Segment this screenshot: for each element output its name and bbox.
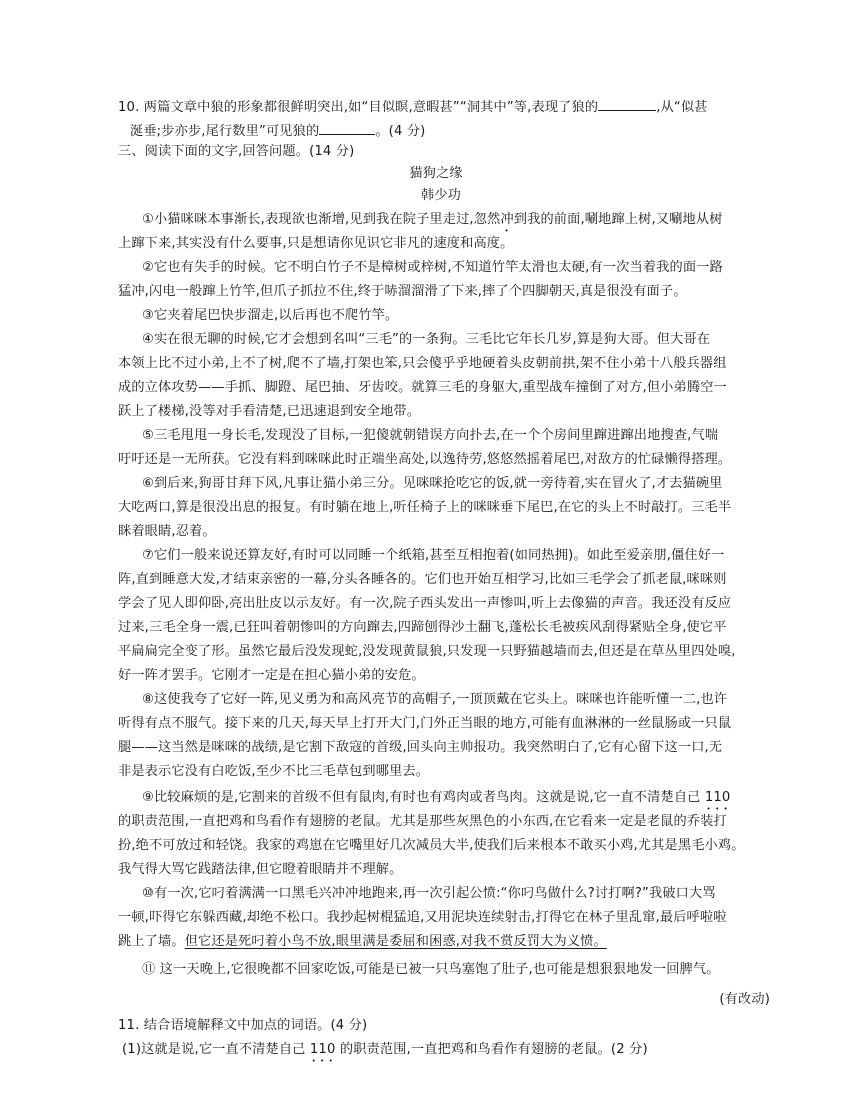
- para-7-line-3: 学会了见人即仰卧,亮出肚皮以示友好。有一次,院子西头发出一声惨叫,听上去像猫的声音。我还没有反应: [118, 596, 732, 611]
- para-8-line-2: 听得有点不服气。接下来的几天,每天早上打开大门,门外正当眼的地方,可能有血淋淋的一丝鼠肠或一只鼠: [118, 716, 732, 731]
- article-title: [0, 164, 860, 184]
- source-note: (有改动): [719, 992, 770, 1007]
- dotted-word-110: 110: [704, 790, 731, 805]
- para-2-line-1: ②它也有失手的时候。它不明白竹子不是樟树或梓树,不知道竹竿太滑也太硬,有一次当着我的面一路: [142, 260, 723, 275]
- para-7-line-4: 过来,三毛全身一震,已狂叫着朝惨叫的方向蹿去,四蹄刨得沙土翻飞,蓬松长毛被疾风刮得紧贴全身,使它平: [118, 620, 727, 635]
- para-6-line-3: 眯着眼睛,忍着。: [118, 524, 216, 539]
- para-9-line-1: [142, 788, 730, 813]
- q11-sub-1-text-a: (1)这就是说,它一直不清楚自己: [122, 1042, 310, 1057]
- para-9-text-a: ⑨比较麻烦的是,它割来的首级不但有鼠肉,有时也有鸡肉或者鸟肉。这就是说,它一直不清楚自己: [142, 790, 705, 805]
- para-5-line-2: 吁吁还是一无所获。它没有料到咪咪此时正端坐高处,以逸待劳,悠悠然摇着尾巴,对敌方的忙碌懒得搭理。: [118, 452, 732, 467]
- article-author: [0, 186, 860, 206]
- para-7-line-1: ⑦它们一般来说还算友好,有时可以同睡一个纸箱,甚至互相抱着(如同热拥)。如此至爱亲朋,僵住好一: [142, 548, 725, 563]
- para-4-line-4: 跃上了楼梯,没等对手看清楚,已迅速退到安全地带。: [118, 404, 421, 419]
- q11-sub-1-text-b: 的职责范围,一直把鸡和鸟看作有翅膀的老鼠。(2 分): [335, 1042, 648, 1057]
- para-9-line-2: 的职责范围,一直把鸡和鸟看作有翅膀的老鼠。尤其是那些灰黑色的小东西,在它看来一定是老鼠的乔装打: [118, 814, 727, 829]
- para-10-text-a: 跳上了墙。: [118, 934, 185, 949]
- para-10-line-2: 一顿,吓得它东躲西藏,却绝不松口。我抄起树棍猛追,又用泥块连续射击,打得它在林子里乱窜,最后呼啦啦: [118, 910, 727, 925]
- section-3-heading: 三、阅读下面的文字,回答问题。(14 分): [118, 144, 355, 159]
- para-1-line-1: [142, 210, 723, 235]
- para-6-line-1: ⑥到后来,狗哥甘拜下风,凡事让猫小弟三分。见咪咪抢吃它的饭,就一旁待着,实在冒火了,才去猫碗里: [142, 476, 723, 491]
- dotted-word-chong: 冲: [500, 212, 514, 227]
- para-7-line-2: 阵,直到睡意大发,才结束亲密的一幕,分头各睡各的。它们也开始互相学习,比如三毛学会了抓老鼠,咪咪则: [118, 572, 727, 587]
- article-author-text: 韩少功: [420, 188, 461, 203]
- para-1-line-2: 上蹿下来,其实没有什么要事,只是想请你见识它非凡的速度和高度。: [118, 236, 514, 251]
- para-8-line-4: 非是表示它没有白吃饭,至少不比三毛草包到哪里去。: [118, 764, 430, 779]
- para-5-line-1: ⑤三毛甩甩一身长毛,发现没了目标,一犯傻就朝错误方向扑去,在一个个房间里蹿进蹿出地搜查,气喘: [142, 428, 719, 443]
- para-7-line-6: 好一阵才罢手。它刚才一定是在担心猫小弟的安危。: [118, 668, 425, 683]
- para-1-text-b: 到我的前面,唰地蹿上树,又唰地从树: [513, 212, 723, 227]
- para-4-line-1: ④实在很无聊的时候,它才会想到名叫“三毛”的一条狗。三毛比它年长几岁,算是狗大哥。但大哥在: [142, 332, 711, 347]
- q10-answer-blank-1[interactable]: [598, 96, 656, 111]
- para-9-line-4: 我气得大骂它践踏法律,但它瞪着眼睛并不理解。: [118, 862, 403, 877]
- article-title-text: 猫狗之缘: [409, 166, 463, 181]
- q10-text-c: 涎垂;步亦步,尾行数里”可见狼的: [130, 124, 320, 139]
- para-2-line-2: 猛冲,闪电一般蹿上竹竿,但爪子抓拉不住,终于哧溜溜滑了下来,摔了个四脚朝天,真是很没有面子。: [118, 284, 687, 299]
- q10-text-b: ,从“似甚: [656, 100, 708, 115]
- q10-text-a: 10. 两篇文章中狼的形象都很鲜明突出,如“目似瞑,意暇甚”“洞其中”等,表现了狼的: [118, 100, 599, 115]
- dotted-word-110-q11: 110: [309, 1042, 336, 1057]
- q10-text-d: 。(4 分): [375, 124, 426, 139]
- para-6-line-2: 大吃两口,算是很没出息的报复。有时躺在地上,听任椅子上的咪咪垂下尾巴,在它的头上不时敲打。三毛半: [118, 500, 732, 515]
- para-7-line-5: 平扁扁完全变了形。虽然它最后没发现蛇,没发现黄鼠狼,只发现一只野猫越墙而去,但还是在草丛里四处嗅,: [118, 644, 736, 659]
- q10-line-1: [118, 96, 708, 118]
- para-10-line-3: [118, 932, 607, 952]
- para-3-line-1: ③它夹着尾巴快步溜走,以后再也不爬竹竿。: [142, 308, 399, 323]
- para-4-line-2: 本领上比不过小弟,上不了树,爬不了墙,打架也笨,只会傻乎乎地硬着头皮朝前拱,架不住小弟十八般兵器组: [118, 356, 727, 371]
- para-8-line-1: ⑧这使我夸了它好一阵,见义勇为和高风亮节的高帽子,一顶顶戴在它头上。咪咪也许能听懂一二,也许: [142, 692, 728, 707]
- para-10-line-1: ⑩有一次,它叼着满满一口黑毛兴冲冲地跑来,再一次引起公愤:“你叼鸟做什么?讨打啊?”我破口大骂: [142, 886, 716, 901]
- q11-heading: 11. 结合语境解释文中加点的词语。(4 分): [118, 1018, 368, 1033]
- q11-sub-1: [122, 1040, 648, 1065]
- para-11-line-1: ⑪ 这一天晚上,它很晚都不回家吃饭,可能是已被一只鸟塞饱了肚子,也可能是想狠狠地发一回脾气。: [142, 962, 720, 977]
- para-1-text-a: ①小猫咪咪本事渐长,表现欲也渐增,见到我在院子里走过,忽然: [142, 212, 501, 227]
- para-4-line-3: 成的立体攻势——手抓、脚蹬、尾巴抽、牙齿咬。就算三毛的身躯大,重型战车撞倒了对方,但小弟腾空一: [118, 380, 727, 395]
- para-8-line-3: 腿——这当然是咪咪的战绩,是它割下敌寇的首级,回头向主帅报功。我突然明白了,它有心留下这一口,无: [118, 740, 723, 755]
- q10-line-2: [130, 120, 425, 142]
- underlined-sentence: 但它还是死叼着小鸟不放,眼里满是委屈和困惑,对我不赏反罚大为义愤。: [184, 934, 607, 949]
- para-9-line-3: 扮,绝不可放过和轻饶。我家的鸡崽在它嘴里好几次减员大半,使我们后来根本不敢买小鸡,尤其是黑毛小鸡。: [118, 838, 745, 853]
- q10-answer-blank-2[interactable]: [319, 120, 375, 135]
